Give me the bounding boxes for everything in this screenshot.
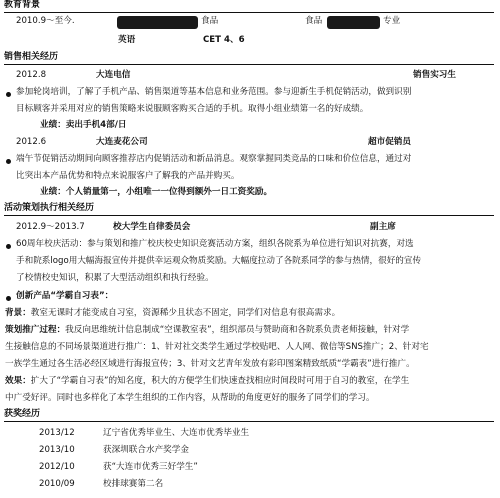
award-text: 获“大连市优秀三好学生” bbox=[103, 462, 198, 472]
effect-label: 效果： bbox=[5, 376, 31, 386]
award-row bbox=[0, 446, 500, 460]
award-text: 辽宁省优秀毕业生、大连市优秀毕业生 bbox=[103, 428, 250, 438]
bullet-icon bbox=[6, 92, 11, 97]
job-result: 业绩：卖出手机4部/日 bbox=[40, 120, 127, 130]
award-row bbox=[0, 429, 500, 443]
background-text: 教室无课时才能变成自习室，资源稀少且状态不固定，同学们对信息有很高需求。 bbox=[30, 308, 341, 318]
redaction-block bbox=[117, 16, 198, 29]
text-line: 一族学生通过各生活必经区域进行海报宣传；3、针对文艺青年发放有彩印图案精致纸质“学霸表”进行推广。 bbox=[5, 359, 415, 369]
plan-label: 策划推广过程： bbox=[5, 325, 66, 335]
bullet-icon bbox=[6, 159, 11, 164]
job-org: 大连电信 bbox=[96, 70, 131, 80]
redaction-block bbox=[327, 16, 380, 29]
text-line: 我反向思维统计信息制成“空课教室表”，组织部员与赞助商和各院系负责老师接触，针对学 bbox=[65, 325, 410, 335]
education-row bbox=[0, 17, 500, 31]
bullet-icon bbox=[6, 244, 11, 249]
award-row bbox=[0, 463, 500, 477]
award-text: 获深圳联合水产奖学金 bbox=[103, 445, 189, 455]
text-line: 目标顾客并采用对应的销售策略来说服顾客购买合适的手机。取得小组业绩第一名的好成绩。 bbox=[16, 104, 369, 114]
text-line: 中广受好评。同时也多样化了本学生组织的工作内容，从帮助的角度更好的服务了同学们的学习。 bbox=[5, 393, 375, 403]
text-line: 比突出本产品优势和特点来说服客户了解我的产品并购买。 bbox=[16, 171, 240, 181]
award-date: 2012/10 bbox=[39, 462, 75, 472]
education-date: 2010.9～至今. bbox=[16, 16, 75, 26]
text-line: 生接触信息的不同场景渠道进行推广：1、针对社交类学生通过学校贴吧、人人网、微信等SNS推广；2、针对宅 bbox=[5, 342, 429, 352]
text-line: 扩大了“学霸自习表”的知名度，积大的方便学生们快速查找相应时间段时可用于自习的教室，在学生 bbox=[30, 376, 410, 386]
language-label: 英语 bbox=[118, 35, 136, 45]
activity-date: 2012.9～2013.7 bbox=[16, 222, 85, 232]
job-header bbox=[0, 71, 500, 83]
language-value: CET 4、6 bbox=[203, 35, 245, 45]
education-section-title: 教育背景 bbox=[4, 1, 494, 13]
award-date: 2010/09 bbox=[39, 479, 75, 489]
activity-role: 副主席 bbox=[370, 222, 396, 232]
text-line: 了校情校史知识，积累了大型活动组织和执行经验。 bbox=[16, 273, 214, 283]
plan-paragraph bbox=[5, 322, 492, 373]
job-org: 大连麦花公司 bbox=[96, 137, 148, 147]
award-text: 校排球赛第二名 bbox=[103, 479, 164, 489]
text-line: 手和院系logo用大幅海报宣传并提供幸运观众物质奖励。大幅度拉动了各院系同学的参与热情，很好的宣传 bbox=[16, 256, 422, 266]
school-suffix: 食品 bbox=[201, 16, 219, 26]
major-prefix: 食品 bbox=[305, 16, 323, 26]
text-line: 60周年校庆活动：参与策划和推广校庆校史知识竞赛活动方案，组织各院系为单位进行知识对抗赛，对选 bbox=[16, 239, 414, 249]
award-date: 2013/12 bbox=[39, 428, 75, 438]
background-paragraph bbox=[5, 305, 492, 322]
activity-header bbox=[0, 223, 500, 235]
activity-org: 校大学生自律委员会 bbox=[113, 222, 191, 232]
effect-paragraph bbox=[5, 373, 492, 407]
job-role: 超市促销员 bbox=[368, 137, 411, 147]
award-date: 2013/10 bbox=[39, 445, 75, 455]
background-label: 背景： bbox=[5, 308, 31, 318]
language-row bbox=[0, 36, 500, 50]
job-description bbox=[16, 84, 492, 118]
activity-bullet-1 bbox=[16, 236, 492, 287]
job-role: 销售实习生 bbox=[413, 70, 456, 80]
activity-bullet-2: 创新产品“学霸自习表”： bbox=[16, 291, 114, 301]
major-suffix: 专业 bbox=[383, 16, 401, 26]
job-header bbox=[0, 138, 500, 150]
text-line: 端午节促销活动期间向顾客推荐店内促销活动和新品消息。观察掌握同类竞品的口味和价位信息，通过对 bbox=[16, 154, 412, 164]
job-date: 2012.8 bbox=[16, 70, 47, 80]
job-description bbox=[16, 151, 492, 185]
job-date: 2012.6 bbox=[16, 137, 47, 147]
activity-section-title: 活动策划执行相关经历 bbox=[4, 204, 494, 216]
award-row bbox=[0, 480, 500, 494]
text-line: 参加轮岗培训，了解了手机产品、销售渠道等基本信息和业务范围。参与迎新生手机促销活动，做到识别 bbox=[16, 87, 412, 97]
sales-section-title: 销售相关经历 bbox=[4, 53, 494, 65]
job-result: 业绩：个人销量第一，小组唯一一位得到额外一日工资奖励。 bbox=[40, 187, 273, 197]
awards-section-title: 获奖经历 bbox=[4, 410, 494, 422]
bullet-icon bbox=[6, 296, 11, 301]
